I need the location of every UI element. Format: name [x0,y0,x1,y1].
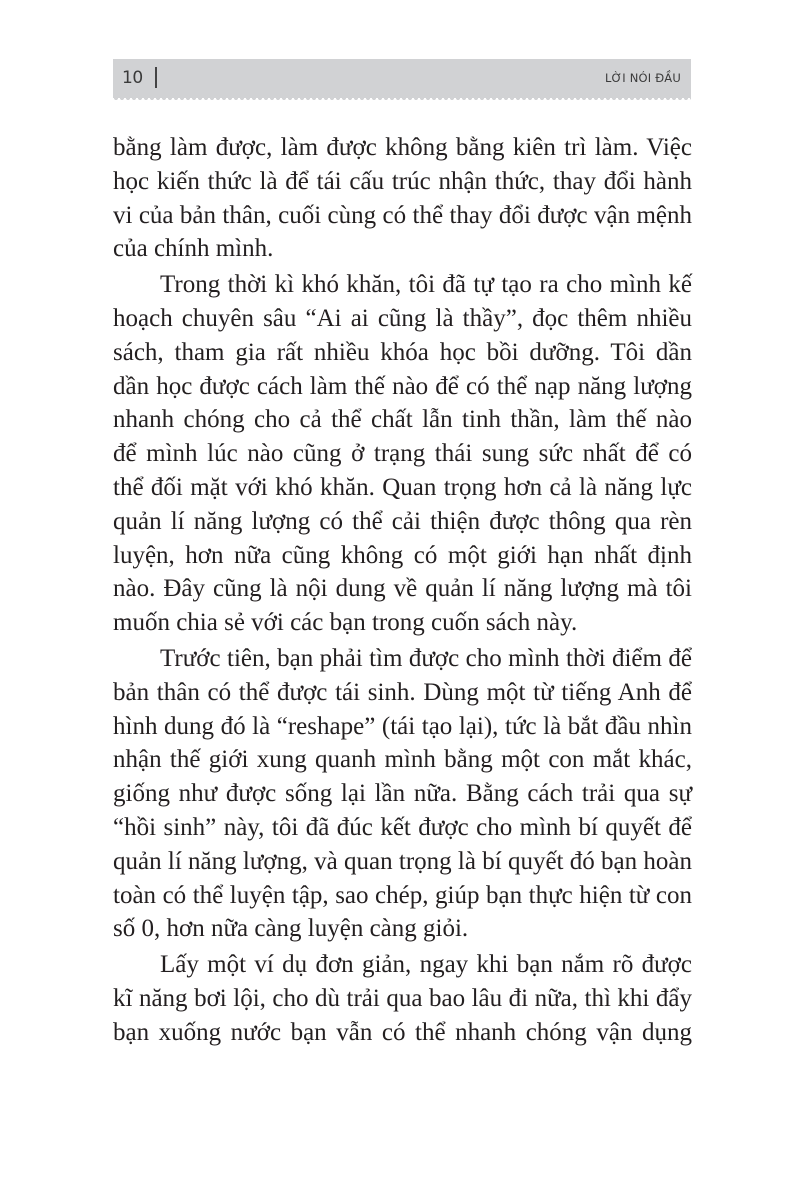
text-line: Lấy một ví dụ đơn giản, ngay khi bạn nắm rõ được [160,951,692,979]
header-separator [155,67,157,88]
text-line: hình dung đó là “reshape” (tái tạo lại), tức là bắt đầu nhìn [113,712,692,740]
paragraph [113,131,692,266]
text-line: sách, tham gia rất nhiều khóa học bồi dưỡng. Tôi dần [113,338,692,366]
paragraph [113,642,692,946]
text-line: giống như được sống lại lần nữa. Bằng cách trải qua sự [113,780,692,808]
text-line: số 0, hơn nữa càng luyện càng giỏi. [113,915,469,943]
chapter-title: LỜI NÓI ĐẦU [604,71,681,85]
text-line: để mình lúc nào cũng ở trạng thái sung sức nhất để có [113,440,692,468]
text-line: luyện, hơn nữa cũng không có một giới hạn nhất định [113,541,692,569]
text-line: quản lí năng lượng, và quan trọng là bí quyết đó bạn hoàn [113,847,692,875]
paragraph [113,948,692,1049]
text-line: Trước tiên, bạn phải tìm được cho mình thời điểm để [160,644,692,672]
text-line: toàn có thể luyện tập, sao chép, giúp bạn thực hiện từ con [113,881,692,909]
running-header [113,59,691,98]
text-line: bạn xuống nước bạn vẫn có thể nhanh chóng vận dụng [113,1018,692,1046]
text-line: học kiến thức là để tái cấu trúc nhận thức, thay đổi hành [113,167,692,195]
paragraph [113,268,692,640]
text-line: hoạch chuyên sâu “Ai ai cũng là thầy”, đọc thêm nhiều [113,304,692,332]
text-line: muốn chia sẻ với các bạn trong cuốn sách này. [113,609,578,637]
text-line: thể đối mặt với khó khăn. Quan trọng hơn cả là năng lực [113,473,692,501]
text-line: vi của bản thân, cuối cùng có thể thay đổi được vận mệnh [113,201,692,229]
text-line: “hồi sinh” này, tôi đã đúc kết được cho mình bí quyết để [113,813,692,841]
text-line: kĩ năng bơi lội, cho dù trải qua bao lâu đi nữa, thì khi đẩy [113,984,692,1012]
text-line: bằng làm được, làm được không bằng kiên trì làm. Việc [113,134,692,161]
text-line: Trong thời kì khó khăn, tôi đã tự tạo ra cho mình kế [160,271,692,299]
text-line: nhanh chóng cho cả thể chất lẫn tinh thần, làm thế nào [113,406,692,434]
text-line: quản lí năng lượng có thể cải thiện được thông qua rèn [113,507,692,535]
text-line: của chính mình. [113,235,274,263]
page-number: 10 [122,68,143,88]
text-line: dần học được cách làm thế nào để có thể nạp năng lượng [113,372,692,400]
body-text [113,131,692,1050]
text-line: bản thân có thể được tái sinh. Dùng một từ tiếng Anh để [113,678,692,706]
text-line: nhận thế giới xung quanh mình bằng một con mắt khác, [113,746,692,774]
text-line: nào. Đây cũng là nội dung về quản lí năng lượng mà tôi [113,575,692,603]
